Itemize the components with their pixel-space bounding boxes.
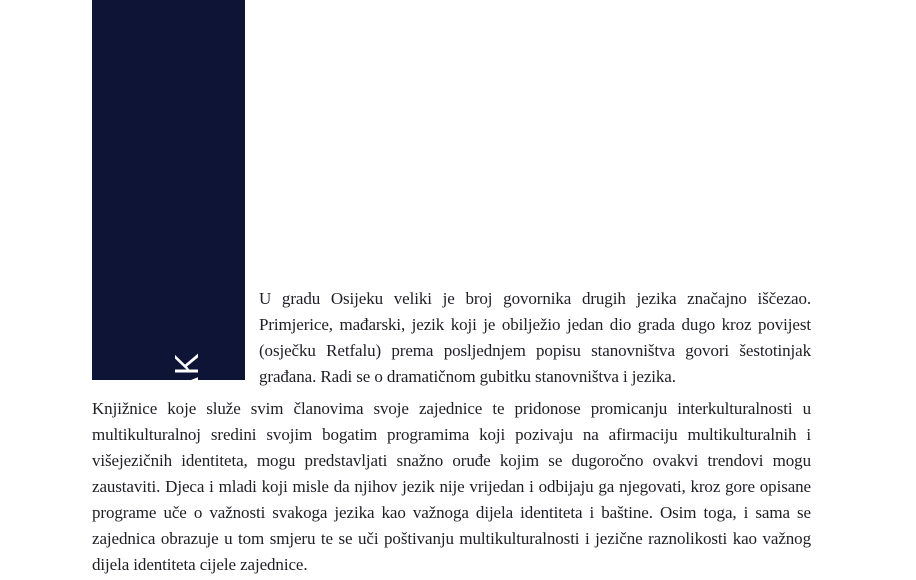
section-title: ZAKLJUČAK [168, 351, 205, 560]
section-title-band [92, 0, 245, 380]
intro-paragraph: U gradu Osijeku veliki je broj govornika drugih jezika značajno iščezao. Primjerice, mađarski, jezik koji je obilježio jedan dio grada dugo kroz povijest (osječku Retfalu) prema posljednjem popisu stanovništva govori šestotinjak građana. Radi se o dramatičnom gubitku stanovništva i jezika. [259, 289, 811, 386]
body-paragraph: Knjižnice koje služe svim članovima svoje zajednice te pridonose promicanju interkulturalnosti u multikulturalnoj sredini svojim bogatim programima koji pozivaju na afirmaciju multikulturalnih i višejezičnih identiteta, mogu predstavljati snažno oruđe kojim se dugoročno ovakvi trendovi mogu zaustaviti. Djeca i mladi koji misle da njihov jezik nije vrijedan i odbijaju ga njegovati, kroz gore opisane programe uče o važnosti svakoga jezika kao važnoga dijela identiteta i baštine. Osim toga, i sama se zajednica obrazuje u tom smjeru te se uči poštivanju multikulturalnosti i jezične raznolikosti kao važnog dijela identiteta cijele zajednice. [92, 399, 811, 574]
